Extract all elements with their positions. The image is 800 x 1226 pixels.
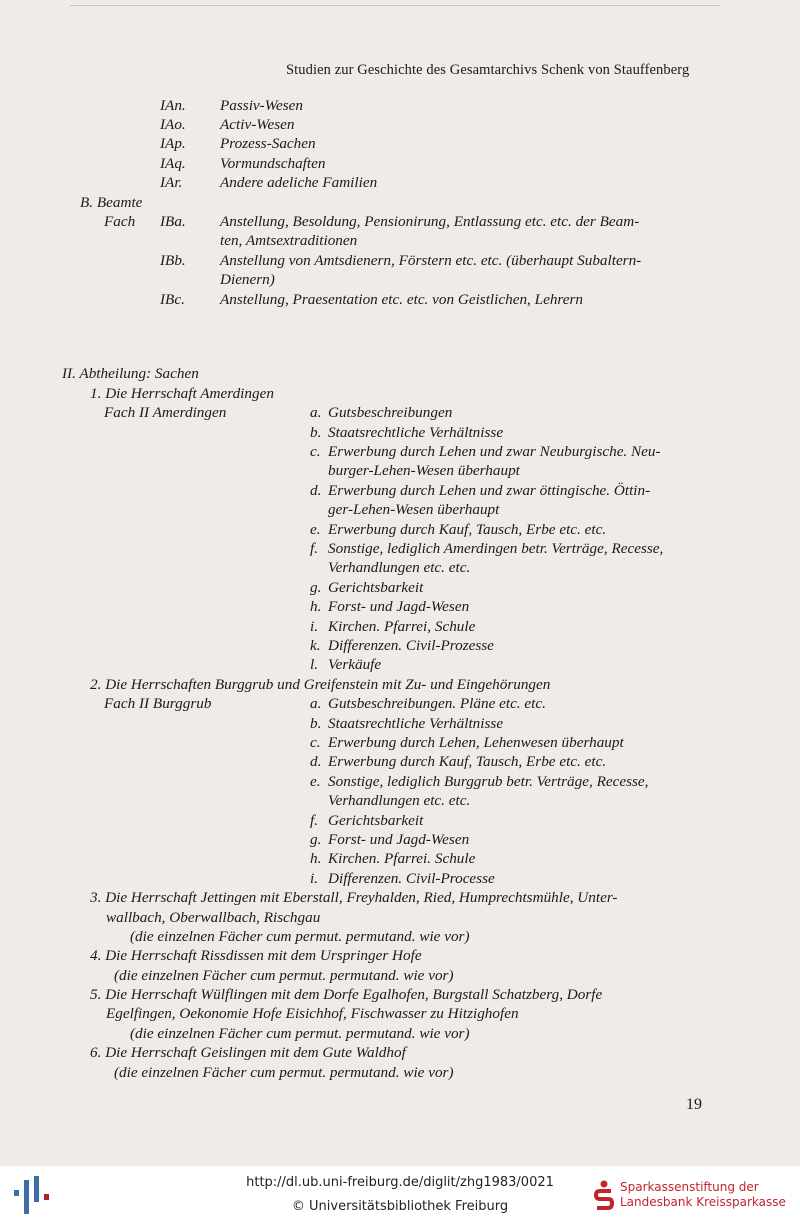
entry-code: b. [310, 715, 322, 732]
subsection-heading: 2. Die Herrschaften Burggrub und Greifenstein mit Zu- und Eingehörungen [90, 676, 551, 693]
sparkasse-s-icon [594, 1180, 614, 1212]
entry-text: Anstellung, Besoldung, Pensionirung, Entlassung etc. etc. der Beam- [220, 213, 640, 230]
page-number: 19 [686, 1096, 702, 1113]
entry-code: k. [310, 637, 321, 654]
entry-text: Activ-Wesen [220, 116, 295, 133]
entry-text-cont: Dienern) [220, 271, 275, 288]
entry-text: Forst- und Jagd-Wesen [328, 598, 470, 615]
entry-text: Sonstige, lediglich Burggrub betr. Verträge, Recesse, [328, 773, 649, 790]
entry-text-cont: ger-Lehen-Wesen überhaupt [328, 501, 500, 518]
entry-text: Verkäufe [328, 656, 382, 673]
entry-code: IBa. [160, 213, 186, 230]
entry-text: Erwerbung durch Lehen, Lehenwesen überhaupt [328, 734, 624, 751]
top-scan-edge [70, 5, 720, 6]
entry-text: Passiv-Wesen [220, 97, 303, 114]
entry-text: Erwerbung durch Kauf, Tausch, Erbe etc. etc. [328, 753, 607, 770]
entry-code: i. [310, 870, 319, 887]
entry-code: g. [310, 831, 322, 848]
entry-code: c. [310, 443, 321, 460]
entry-text: Kirchen. Pfarrei, Schule [328, 618, 476, 635]
entry-text: Gerichtsbarkeit [328, 579, 424, 596]
section-heading: II. Abtheilung: Sachen [62, 365, 199, 382]
entry-code: d. [310, 753, 322, 770]
copyright-notice: © Universitätsbibliothek Freiburg [291, 1199, 509, 1214]
entry-text: Erwerbung durch Lehen und zwar öttingische. Öttin- [328, 482, 651, 499]
cross-reference: (die einzelnen Fächer cum permut. permutand. wie vor) [114, 967, 454, 984]
entry-text: Gutsbeschreibungen [328, 404, 453, 421]
entry-text: Erwerbung durch Kauf, Tausch, Erbe etc. etc. [328, 521, 607, 538]
entry-text: Gerichtsbarkeit [328, 812, 424, 829]
cross-reference: (die einzelnen Fächer cum permut. permutand. wie vor) [130, 1025, 470, 1042]
subsection-text-cont: Egelfingen, Oekonomie Hofe Eisichhof, Fischwasser zu Hitzighofen [106, 1005, 519, 1022]
entry-text: Staatsrechtliche Verhältnisse [328, 715, 504, 732]
entry-text: Differenzen. Civil-Prozesse [328, 637, 494, 654]
entry-code: a. [310, 695, 322, 712]
cross-reference: (die einzelnen Fächer cum permut. permutand. wie vor) [130, 928, 470, 945]
entry-code: IAr. [160, 174, 183, 191]
sponsor-line-1: Sparkassenstiftung der [620, 1180, 759, 1194]
entry-code: IAp. [160, 135, 186, 152]
entry-code: l. [310, 656, 319, 673]
entry-code: h. [310, 598, 322, 615]
entry-code: c. [310, 734, 321, 751]
entry-text-cont: ten, Amtsextraditionen [220, 232, 358, 249]
fach-label: Fach II Burggrub [104, 695, 212, 712]
subsection-heading: 3. Die Herrschaft Jettingen mit Eberstall, Freyhalden, Ried, Humprechtsmühle, Unter- [90, 889, 618, 906]
entry-text: Staatsrechtliche Verhältnisse [328, 424, 504, 441]
entry-text-cont: burger-Lehen-Wesen überhaupt [328, 462, 520, 479]
entry-text: Anstellung, Praesentation etc. etc. von Geistlichen, Lehrern [220, 291, 584, 308]
viewer-footer [0, 1166, 800, 1226]
fach-label: Fach II Amerdingen [104, 404, 227, 421]
entry-text: Sonstige, lediglich Amerdingen betr. Verträge, Recesse, [328, 540, 664, 557]
cross-reference: (die einzelnen Fächer cum permut. permutand. wie vor) [114, 1064, 454, 1081]
entry-text: Kirchen. Pfarrei. Schule [328, 850, 476, 867]
entry-code: e. [310, 521, 321, 538]
entry-code: IAq. [160, 155, 186, 172]
entry-code: a. [310, 404, 322, 421]
entry-text-cont: Verhandlungen etc. etc. [328, 792, 471, 809]
fach-label: Fach [104, 213, 136, 230]
entry-code: e. [310, 773, 321, 790]
subsection-heading: 1. Die Herrschaft Amerdingen [90, 385, 274, 402]
sponsor-line-2: Landesbank Kreissparkasse [620, 1195, 786, 1209]
entry-code: IAo. [160, 116, 186, 133]
entry-code: h. [310, 850, 322, 867]
subsection-heading: 4. Die Herrschaft Rissdissen mit dem Urspringer Hofe [90, 947, 422, 964]
entry-code: b. [310, 424, 322, 441]
entry-text: Erwerbung durch Lehen und zwar Neuburgische. Neu- [328, 443, 661, 460]
entry-text: Anstellung von Amtsdienern, Förstern etc. etc. (überhaupt Subaltern- [220, 252, 642, 269]
entry-code: d. [310, 482, 322, 499]
entry-text: Vormundschaften [220, 155, 326, 172]
subsection-heading: 5. Die Herrschaft Wülflingen mit dem Dorfe Egalhofen, Burgstall Schatzberg, Dorfe [90, 986, 603, 1003]
running-head: Studien zur Geschichte des Gesamtarchivs Schenk von Stauffenberg [286, 62, 690, 78]
entry-code: f. [310, 812, 319, 829]
entry-code: IAn. [160, 97, 186, 114]
sponsor-name [620, 1180, 786, 1210]
subsection-heading: 6. Die Herrschaft Geislingen mit dem Gute Waldhof [90, 1044, 406, 1061]
entry-text: Gutsbeschreibungen. Pläne etc. etc. [328, 695, 546, 712]
entry-code: i. [310, 618, 319, 635]
subsection-text-cont: wallbach, Oberwallbach, Rischgau [106, 909, 321, 926]
entry-text: Prozess-Sachen [220, 135, 316, 152]
entry-text: Andere adeliche Familien [220, 174, 378, 191]
entry-code: f. [310, 540, 319, 557]
entry-text: Forst- und Jagd-Wesen [328, 831, 470, 848]
entry-text: Differenzen. Civil-Processe [328, 870, 495, 887]
permalink-url[interactable]: http://dl.ub.uni-freiburg.de/diglit/zhg1983/0021 [246, 1175, 554, 1190]
group-label: B. Beamte [80, 194, 143, 211]
entry-code: IBc. [160, 291, 185, 308]
entry-code: g. [310, 579, 322, 596]
entry-text-cont: Verhandlungen etc. etc. [328, 559, 471, 576]
entry-code: IBb. [160, 252, 186, 269]
